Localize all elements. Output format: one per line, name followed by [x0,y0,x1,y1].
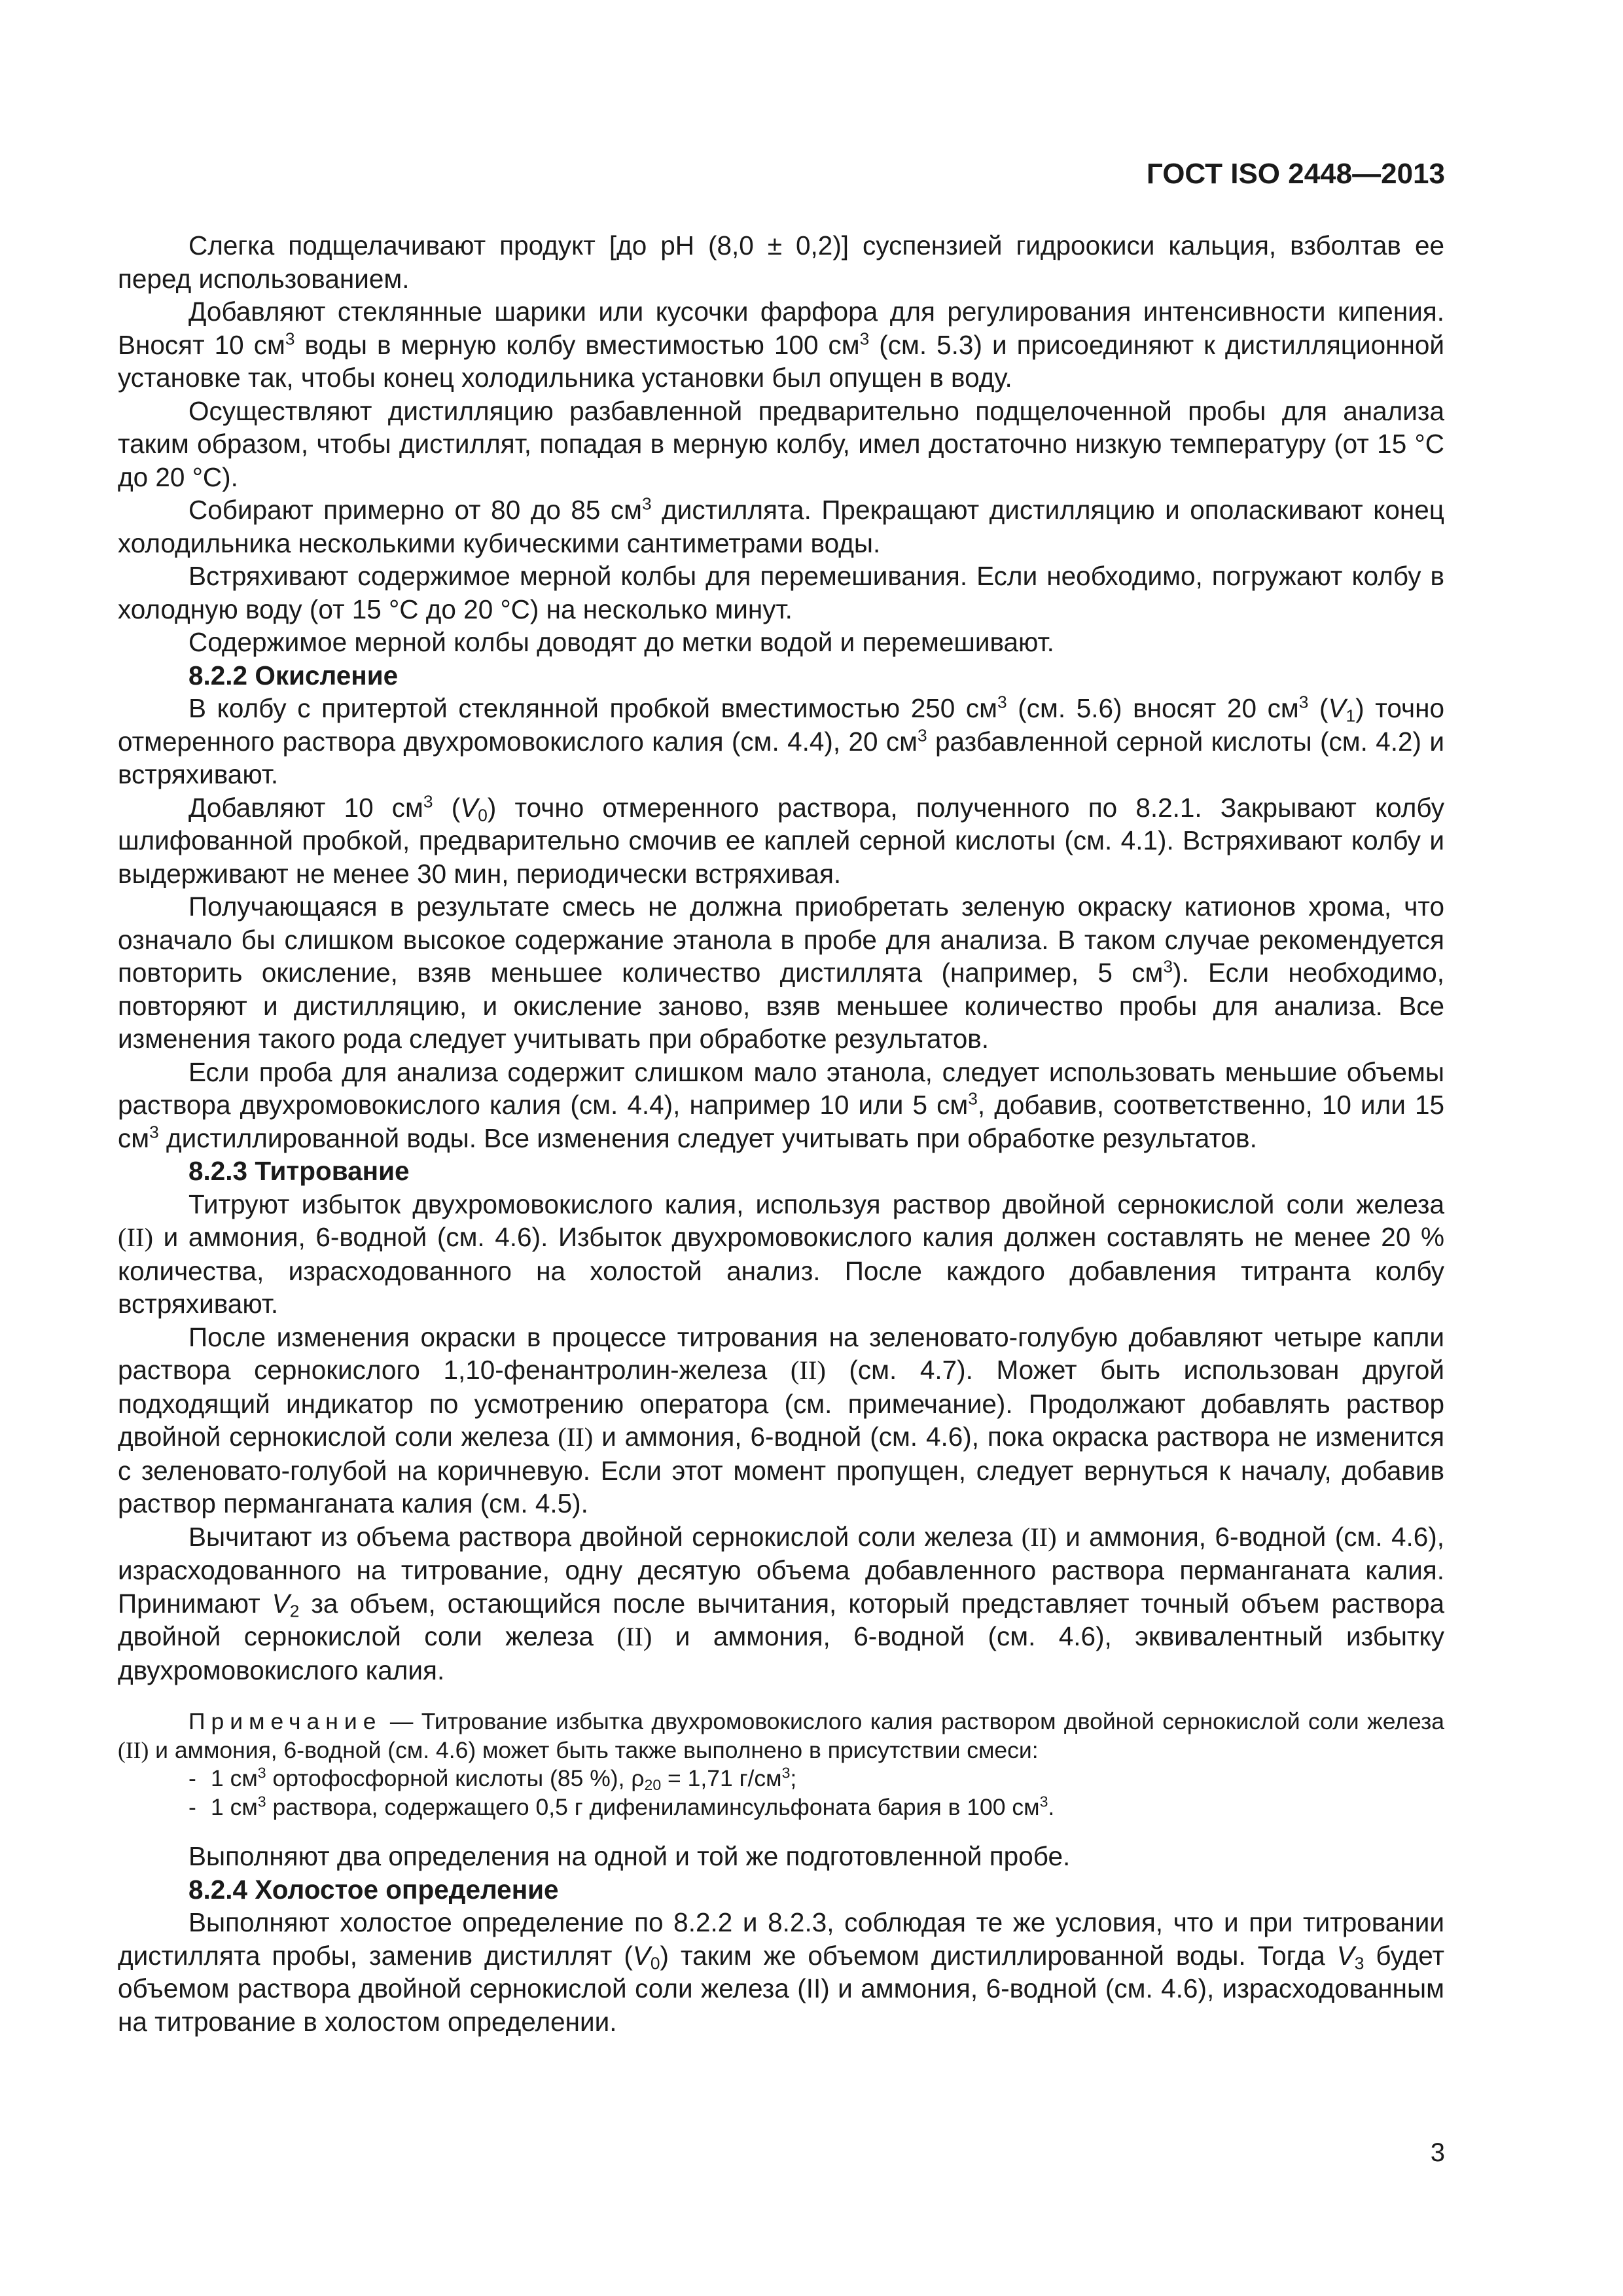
note-paragraph [118,1708,1444,1765]
note-item-text: 1 $см^3$ раствора, содержащего 0,5 г дифениламинсульфоната бария в 100 $см^3$. [211,1792,1055,1820]
note-label: Примечание [188,1708,382,1734]
note-list-item: - 1 $см^3$ раствора, содержащего 0,5 г дифениламинсульфоната бария в 100 $см^3$. [188,1792,1055,1820]
paragraph: Осуществляют дистилляцию разбавленной предварительно подщелоченной пробы для анализа таким образом, чтобы дистиллят, попадая в мерную колбу, имел достаточно низкую температуру (от 15 °С до 20 °С). [118,395,1444,492]
paragraph: Выполняют холостое определение по 8.2.2 и 8.2.3, соблюдая те же условия, что и при титровании дистиллята пробы, заменив дистиллят $(V_0)$ таким же объемом дистиллированной воды. Тогда $V_3$ будет объемом раствора двойной сернокислой соли железа (II) и аммония, 6-водной (см. 4.6), израсходованным на титрование в холостом определении. [118,1907,1445,2037]
section-heading-823: 8.2.3 Титрование [188,1156,410,1186]
paragraph: Встряхивают содержимое мерной колбы для перемешивания. Если необходимо, погружают колбу в холодную воду (от 15 °С до 20 °С) на несколько минут. [118,561,1444,624]
paragraph: После изменения окраски в процессе титрования на зеленовато-голубую добавляют четыре капли раствора сернокислого 1,10-фенантролин-железа (II) (см. 4.7). Может быть использован другой подходящий индикатор по усмотрению оператора (см. примечание). Продолжают добавлять раствор двойной сернокислой соли железа (II) и аммония, 6-водной (см. 4.6), пока окраска раствора не изменится с зеленовато-голубой на коричневую. Если этот момент пропущен, следует вернуться к началу, добавив раствор перманганата калия (см. 4.5). [118,1321,1444,1518]
paragraph: Если проба для анализа содержит слишком мало этанола, следует использовать меньшие объемы раствора двухромовокислого калия (см. 4.4), например 10 или 5 $см^3$, добавив, соответственно, 10 или 15 $см^3$ дистиллированной воды. Все изменения следует учитывать при обработке результатов. [118,1056,1445,1153]
note-block [118,1708,1444,1821]
paragraph: Выполняют два определения на одной и той же подготовленной пробе. [188,1841,1071,1871]
note-item-text: 1 $см^3$ ортофосфорной кислоты (85 %), $\rho_{20} = 1,71$ $г/см^3$; [211,1764,797,1793]
note-list-item: - 1 $см^3$ ортофосфорной кислоты (85 %), $\rho_{20} = 1,71$ $г/см^3$; [188,1764,797,1793]
paragraph: Добавляют стеклянные шарики или кусочки фарфора для регулирования интенсивности кипения. Вносят 10 $см^3$ воды в мерную колбу вместимостью 100 $см^3$ (см. 5.3) и присоединяют к дистилляционной установке так, чтобы конец холодильника установки был опущен в воду. [118,296,1444,393]
paragraph: Получающаяся в результате смесь не должна приобретать зеленую окраску катионов хрома, что означало бы слишком высокое содержание этанола в пробе для анализа. В таком случае рекомендуется повторить окисление, взяв меньшее количество дистиллята (например, 5 $см^3$). Если необходимо, повторяют и дистилляцию, и окисление заново, взяв меньшее количество пробы для анализа. Все изменения такого рода следует учитывать при обработке результатов. [118,891,1444,1054]
paragraph: Вычитают из объема раствора двойной сернокислой соли железа (II) и аммония, 6-водной (см. 4.6), израсходованного на титрование, одну десятую объема добавленного раствора перманганата калия. Принимают $V_2$ за объем, остающийся после вычитания, который представляет точный объем раствора двойной сернокислой соли железа (II) и аммония, 6-водной (см. 4.6), эквивалентный избытку двухромовокислого калия. [118,1521,1445,1685]
note-list [118,1765,1444,1821]
paragraph: Содержимое мерной колбы доводят до метки водой и перемешивают. [188,627,1054,657]
page-number: 3 [1430,2138,1445,2167]
section-heading-822: 8.2.2 Окисление [188,660,399,691]
paragraph: Добавляют 10 $см^3$ $(V_0)$ точно отмеренного раствора, полученного по 8.2.1. Закрывают колбу шлифованной пробкой, предварительно смочив ее каплей серной кислоты (см. 4.1). Встряхивают колбу и выдерживают не менее 30 мин, периодически встряхивая. [118,791,1444,889]
paragraph: Титруют избыток двухромовокислого калия, используя раствор двойной сернокислой соли железа (II) и аммония, 6-водной (см. 4.6). Избыток двухромовокислого калия должен составлять не менее 20 % количества, израсходованного на холостой анализ. После каждого добавления титранта колбу встряхивают. [118,1189,1444,1319]
paragraph: Слегка подщелачивают продукт [до pH (8,0 ± 0,2)] суспензией гидроокиси кальция, взболтав ее перед использованием. [118,230,1444,294]
document-body [118,229,1444,2038]
document-header: ГОСТ ISO 2448—2013 [1146,158,1445,190]
paragraph: Собирают примерно от 80 до 85 $см^3$ дистиллята. Прекращают дистилляцию и ополаскивают конец холодильника несколькими кубическими сантиметрами воды. [118,493,1444,558]
paragraph: В колбу с притертой стеклянной пробкой вместимостью 250 $см^3$ (см. 5.6) вносят 20 $см^3$ $(V_1)$ точно отмеренного раствора двухромовокислого калия (см. 4.4), 20 $см^3$ разбавленной серной кислоты (см. 4.2) и встряхивают. [118,692,1444,789]
note-text: — Титрование избытка двухромовокислого калия раствором двойной сернокислой соли железа (II) и аммония, 6-водной (см. 4.6) может быть также выполнено в присутствии смеси: [118,1708,1444,1763]
section-heading-824: 8.2.4 Холостое определение [188,1874,559,1905]
